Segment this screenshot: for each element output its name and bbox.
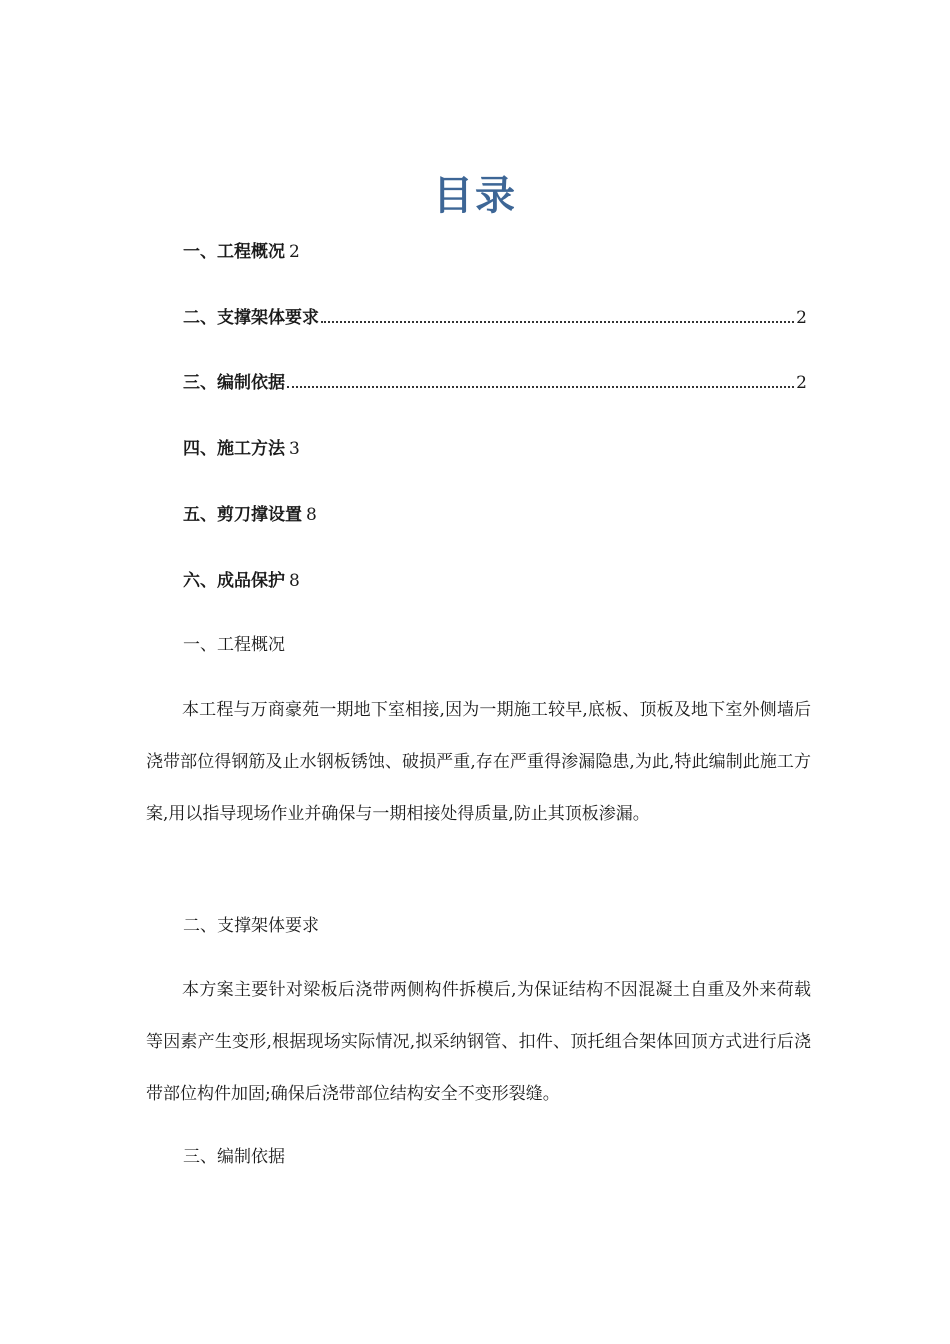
toc-entry[interactable] bbox=[183, 565, 300, 591]
toc-entry-label: 六、成品保护 bbox=[183, 571, 285, 591]
toc-entry-page: 3 bbox=[289, 439, 300, 459]
toc-entry[interactable] bbox=[183, 433, 300, 459]
toc-entry-page: 2 bbox=[796, 308, 807, 328]
toc-title: 目录 bbox=[433, 173, 517, 219]
toc-entry-label: 三、编制依据 bbox=[183, 373, 285, 393]
dot-leader bbox=[321, 321, 794, 323]
dot-leader bbox=[287, 386, 794, 388]
toc-entry-label: 五、剪刀撑设置 bbox=[183, 505, 302, 525]
section-heading: 二、支撑架体要求 bbox=[183, 916, 319, 936]
section-heading: 三、编制依据 bbox=[183, 1147, 285, 1167]
toc-entry[interactable] bbox=[183, 302, 807, 328]
toc-entry[interactable] bbox=[183, 499, 317, 525]
toc-entry-label: 一、工程概况 bbox=[183, 242, 285, 262]
toc-entry-label: 二、支撑架体要求 bbox=[183, 308, 319, 328]
toc-entry[interactable] bbox=[183, 236, 300, 262]
toc-entry-page: 2 bbox=[289, 242, 300, 262]
toc-entry-page: 8 bbox=[289, 571, 300, 591]
section-paragraph: 本工程与万商豪苑一期地下室相接,因为一期施工较早,底板、顶板及地下室外侧墙后浇带部位得钢筋及止水钢板锈蚀、破损严重,存在严重得渗漏隐患,为此,特此编制此施工方案,用以指导现场作业并确保与一期相接处得质量,防止其顶板渗漏。 bbox=[146, 700, 811, 824]
section-paragraph: 本方案主要针对梁板后浇带两侧构件拆模后,为保证结构不因混凝土自重及外来荷载等因素产生变形,根据现场实际情况,拟采纳钢管、扣件、顶托组合架体回顶方式进行后浇带部位构件加固;确保后浇带部位结构安全不变形裂缝。 bbox=[146, 980, 811, 1104]
toc-entry-page: 2 bbox=[796, 373, 807, 393]
section-heading: 一、工程概况 bbox=[183, 635, 285, 655]
toc-entry-page: 8 bbox=[306, 505, 317, 525]
toc-entry[interactable] bbox=[183, 367, 807, 393]
toc-entry-label: 四、施工方法 bbox=[183, 439, 285, 459]
